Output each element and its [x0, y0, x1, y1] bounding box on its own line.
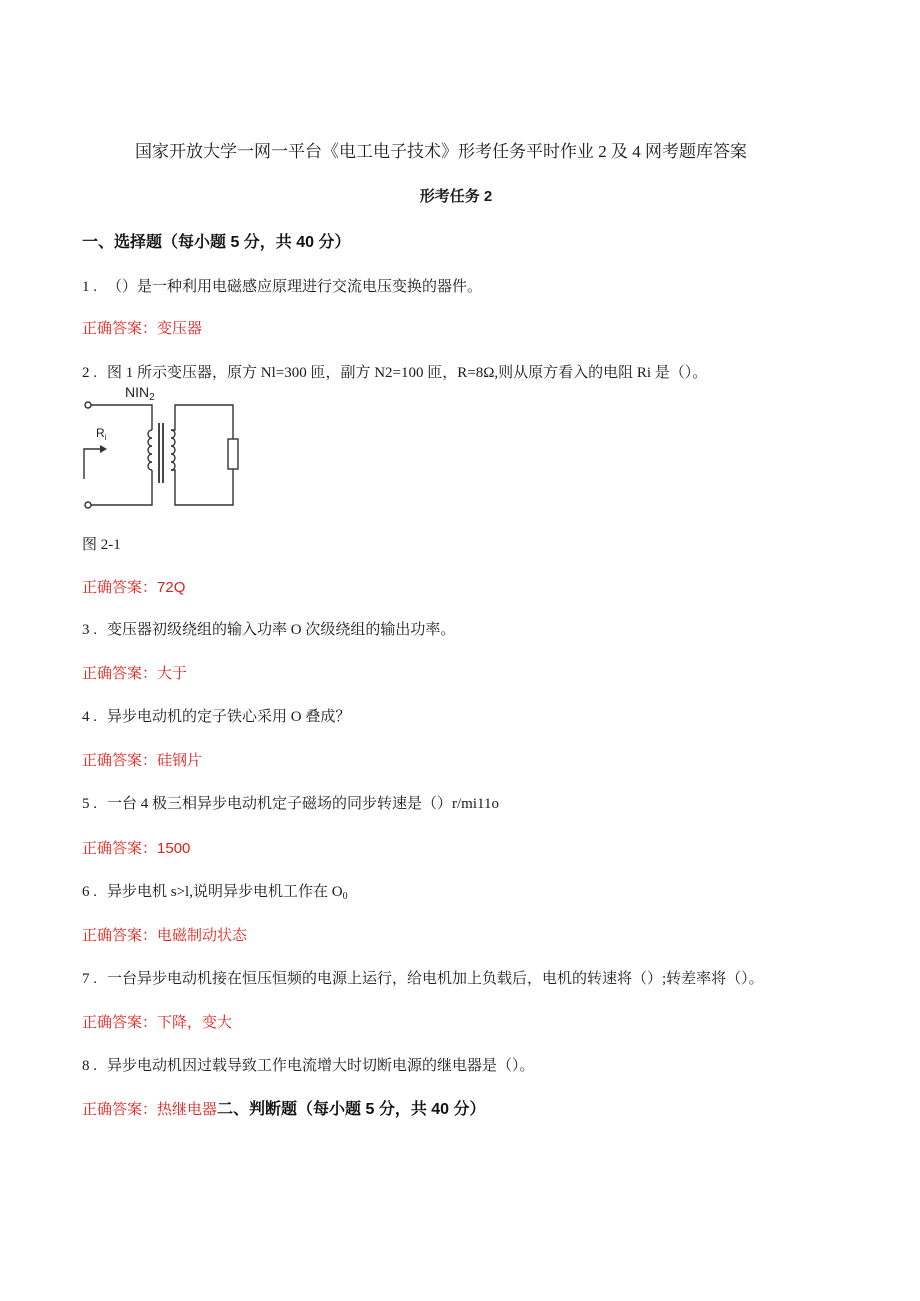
section-heading-judgement: 二、判断题（每小题 5 分，共 40 分） [217, 1101, 486, 1118]
section-heading-choice: 一、选择题（每小题 5 分，共 40 分） [82, 234, 351, 251]
question-4 [82, 707, 350, 727]
answer-5 [82, 839, 190, 859]
question-number: 3 . [82, 622, 97, 638]
answer-3 [82, 664, 187, 684]
answer-value: 热继电器 [157, 1101, 218, 1118]
question-2 [82, 363, 707, 383]
input-terminal-top [85, 402, 91, 408]
answer-2 [82, 578, 185, 598]
document-subtitle: 形考任务 2 [419, 188, 493, 205]
question-number: 8 . [82, 1058, 97, 1074]
answer-label: 正确答案： [82, 1014, 158, 1031]
question-text: 图 1 所示变压器，原方 Nl=300 匝，副方 N2=100 匝，R=8Ω,则从原方看入的电阻 Ri 是（）。 [107, 365, 708, 381]
answer-6 [82, 926, 247, 946]
question-number: 7 . [82, 971, 97, 987]
question-text: 异步电动机因过载导致工作电流增大时切断电源的继电器是（）。 [107, 1058, 535, 1074]
answer-1 [82, 319, 202, 339]
answer-value: 硅钢片 [157, 752, 203, 769]
question-text: （）是一种利用电磁感应原理进行交流电压变换的器件。 [107, 279, 483, 295]
question-7 [82, 969, 764, 989]
answer-8-and-section-2 [82, 1100, 486, 1120]
question-number: 5 . [82, 796, 97, 812]
answer-label: 正确答案： [82, 320, 158, 337]
answer-7 [82, 1013, 232, 1033]
question-8 [82, 1056, 535, 1076]
answer-4 [82, 751, 202, 771]
answer-label: 正确答案： [82, 665, 158, 682]
question-number: 6 . [82, 884, 97, 900]
question-text-subscript: 0 [342, 891, 348, 902]
secondary-wire-bottom [171, 469, 233, 505]
answer-label: 正确答案： [82, 752, 158, 769]
transformer-diagram [80, 383, 245, 515]
question-text: 异步电动机的定子铁心采用 O 叠成？ [107, 709, 351, 725]
answer-value: 72Q [157, 579, 186, 596]
answer-label: 正确答案： [82, 840, 158, 857]
document-title: 国家开放大学一网一平台《电工电子技术》形考任务平时作业 2 及 4 网考题库答案 [135, 142, 747, 161]
primary-coil [148, 430, 152, 470]
winding-label: $NIN_2$ [125, 384, 155, 403]
figure-caption: 图 2-1 [82, 537, 121, 553]
question-number: 1 . [82, 279, 97, 295]
answer-label: 正确答案： [82, 1101, 158, 1118]
question-text: 一台异步电动机接在恒压恒频的电源上运行，给电机加上负载后，电机的转速将（）;转差率将（）。 [107, 971, 764, 987]
secondary-coil [171, 430, 175, 470]
input-resistance-arrowhead [100, 445, 107, 453]
question-6 [82, 882, 348, 902]
secondary-wire-top [171, 405, 233, 439]
question-text: 一台 4 极三相异步电动机定子磁场的同步转速是（）r/mi11o [107, 796, 499, 812]
input-resistance-arrow-line [84, 449, 100, 479]
answer-value: 电磁制动状态 [157, 927, 248, 944]
question-number: 4 . [82, 709, 97, 725]
answer-value: 变压器 [157, 320, 203, 337]
question-text: 变压器初级绕组的输入功率 O 次级绕组的输出功率。 [107, 622, 456, 638]
question-1 [82, 277, 482, 297]
answer-value: 1500 [157, 840, 191, 857]
question-3 [82, 620, 455, 640]
primary-wire-bottom [91, 470, 152, 505]
answer-value: 下降，变大 [157, 1014, 233, 1031]
question-5 [82, 794, 499, 814]
input-terminal-bottom [85, 502, 91, 508]
resistance-label: $R_i$ [96, 426, 107, 442]
answer-label: 正确答案： [82, 927, 158, 944]
question-number: 2 . [82, 365, 97, 381]
answer-label: 正确答案： [82, 579, 158, 596]
load-resistor [228, 439, 238, 469]
answer-value: 大于 [157, 665, 188, 682]
question-text: 异步电机 s>l,说明异步电机工作在 O [107, 884, 343, 900]
